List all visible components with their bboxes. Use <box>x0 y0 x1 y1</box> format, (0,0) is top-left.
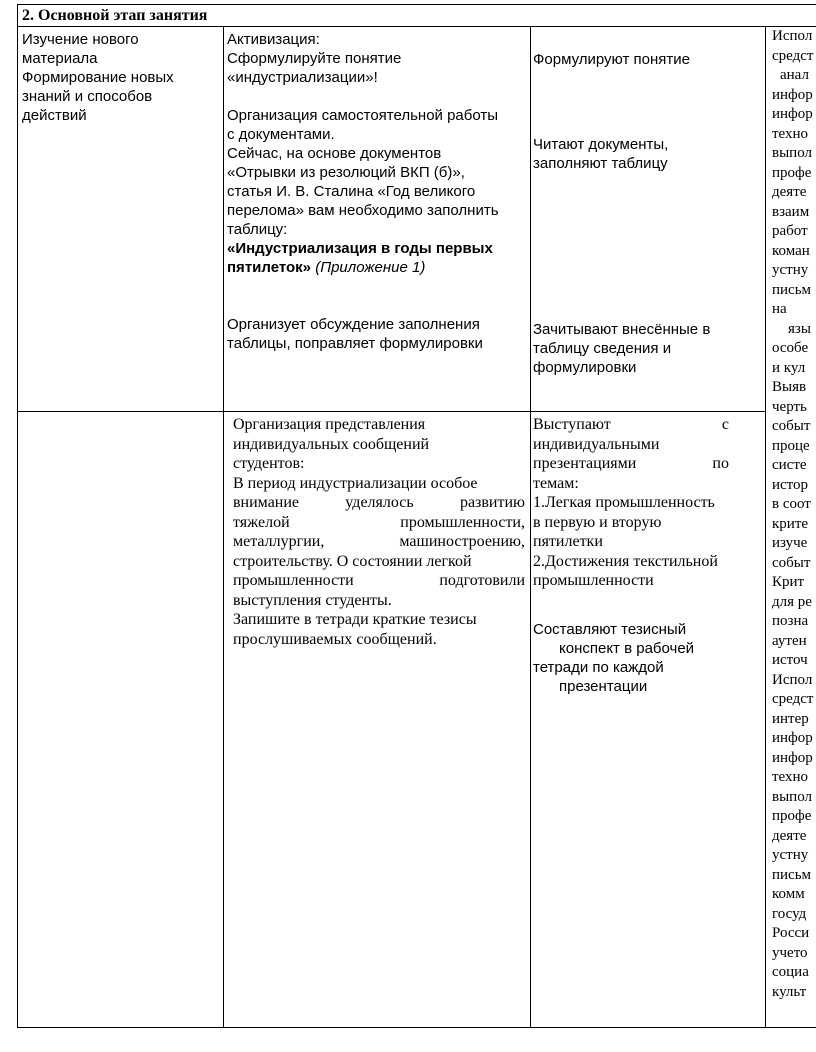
teacher-text: Сейчас, на основе документов <box>227 145 442 162</box>
table-border-left <box>17 4 18 1028</box>
teacher-text: внимание уделялось развитию <box>233 494 525 511</box>
stage-line: материала <box>22 50 98 67</box>
student-text: темам: <box>533 474 579 492</box>
competency-text-line: выпол <box>772 788 812 805</box>
teacher-text: В период индустриализации особое <box>233 474 478 492</box>
competency-text-line: проце <box>772 437 810 454</box>
competency-text-line: Выяв <box>772 379 807 395</box>
teacher-text: индивидуальных сообщений <box>233 435 430 453</box>
student-activity-cell <box>533 320 763 377</box>
competency-text-line: аутен <box>772 632 807 649</box>
competency-text-line: госуд <box>772 905 807 922</box>
competency-text-line: событ <box>772 418 811 434</box>
teacher-text: с документами. <box>227 126 335 143</box>
competency-text-line: устну <box>772 262 809 278</box>
stage-cell <box>22 30 174 125</box>
competency-text-line: выпол <box>772 145 812 161</box>
competency-text-line: черть <box>772 398 807 415</box>
teacher-text: Организует обсуждение заполнения <box>227 316 480 333</box>
teacher-text: тяжелой промышленности, <box>233 513 525 531</box>
teacher-text: таблицы, поправляет формулировки <box>227 335 483 352</box>
competency-text-line: систе <box>772 457 807 473</box>
competency-text-line: интер <box>772 710 809 727</box>
table-title-bold: пятилеток» <box>227 259 312 276</box>
student-text: презентациями по <box>533 455 729 472</box>
stage-line: знаний и способов <box>22 88 153 105</box>
student-text: заполняют таблицу <box>533 155 668 172</box>
competency-text-line: средст <box>772 691 814 707</box>
student-text: 1.Легкая промышленность <box>533 494 715 511</box>
row-divider <box>17 411 766 412</box>
teacher-activity-cell <box>233 415 525 649</box>
table-border-top <box>17 4 816 5</box>
competency-text-line: письм <box>772 281 812 298</box>
competency-text-line: истор <box>772 476 809 493</box>
competency-text-line: крите <box>772 515 809 532</box>
teacher-text: Организация самостоятельной работы <box>227 107 499 124</box>
competency-text-line: позна <box>772 613 809 629</box>
competency-text-line: Росси <box>772 925 810 941</box>
student-text: таблицу сведения и <box>533 340 672 357</box>
competency-text-line: средст <box>772 47 814 64</box>
competency-text-line: Испол <box>772 28 813 44</box>
teacher-text: статья И. В. Сталина «Год великого <box>227 183 476 200</box>
competency-text-line: язы <box>788 320 811 337</box>
student-text: в первую и вторую <box>533 513 662 531</box>
teacher-text: перелома» вам необходимо заполнить <box>227 202 499 219</box>
teacher-text: Организация представления <box>233 416 426 433</box>
student-text: 2.Достижения текстильной <box>533 552 718 570</box>
competency-text-line: источ <box>772 652 808 668</box>
column-divider-2 <box>530 26 531 1028</box>
teacher-text: Сформулируйте понятие <box>227 50 402 67</box>
competency-text-line: коман <box>772 242 810 259</box>
column-divider-1 <box>223 26 224 1028</box>
appendix-italic: (Приложение 1) <box>311 259 426 276</box>
section-title: 2. Основной этап занятия <box>22 7 208 24</box>
competency-text-line: деяте <box>772 184 807 200</box>
competency-text-line: анал <box>780 67 809 83</box>
student-text: Выступают с <box>533 416 729 433</box>
student-text: промышленности <box>533 572 654 589</box>
competency-text-line: Испол <box>772 671 813 688</box>
teacher-activity-cell <box>227 30 527 353</box>
student-text: Формулируют понятие <box>533 51 690 68</box>
competency-text-line: изуче <box>772 535 808 551</box>
stage-line: Изучение нового <box>22 31 139 48</box>
competencies-column <box>772 27 816 1027</box>
student-text: пятилетки <box>533 533 603 550</box>
competency-text-line: техно <box>772 125 809 142</box>
competency-text-line: взаим <box>772 203 810 220</box>
column-divider-3 <box>765 26 766 1028</box>
teacher-text: строительству. О состоянии легкой <box>233 552 472 570</box>
competency-text-line: культ <box>772 983 807 1000</box>
competency-text-line: профе <box>772 808 812 824</box>
competency-text-line: и кул <box>772 359 806 376</box>
competency-text-line: инфор <box>772 86 813 103</box>
competency-text-line: в соот <box>772 496 811 512</box>
table-border-bottom <box>17 1027 816 1028</box>
competency-text-line: техно <box>772 769 809 785</box>
student-text: Зачитывают внесённые в <box>533 321 711 338</box>
stage-line: Формирование новых <box>22 69 174 86</box>
competency-text-line: социа <box>772 964 809 980</box>
competency-text-line: инфор <box>772 730 813 746</box>
student-activity-cell <box>533 415 763 591</box>
competency-text-line: особе <box>772 340 809 356</box>
student-text: презентации <box>559 678 648 695</box>
student-activity-cell <box>533 135 763 173</box>
teacher-text: «индустриализации»! <box>227 69 378 86</box>
competency-text-line: профе <box>772 164 812 181</box>
activation-heading: Активизация: <box>227 31 320 48</box>
teacher-text: «Отрывки из резолюций ВКП (б)», <box>227 164 465 181</box>
student-text: тетради по каждой <box>533 659 664 676</box>
teacher-text: промышленности подготовили <box>233 572 525 589</box>
student-text: Читают документы, <box>533 136 669 153</box>
competency-text-line: инфор <box>772 106 813 122</box>
teacher-text: Запишите в тетради краткие тезисы <box>233 611 477 628</box>
student-text: индивидуальными <box>533 435 660 453</box>
competency-text-line: деяте <box>772 827 807 844</box>
appendix-reference <box>227 258 527 277</box>
competency-text-line: на <box>772 301 787 317</box>
teacher-text: таблицу: <box>227 221 288 238</box>
competency-text-line: Крит <box>772 574 805 590</box>
teacher-text: студентов: <box>233 455 305 472</box>
teacher-text: выступления студенты. <box>233 591 392 609</box>
student-text: Составляют тезисный <box>533 621 687 638</box>
student-text: конспект в рабочей <box>559 640 695 657</box>
student-activity-cell <box>533 620 763 696</box>
competency-text-line: работ <box>772 223 808 239</box>
competency-text-line: письм <box>772 866 812 883</box>
competency-text-line: инфор <box>772 749 813 766</box>
teacher-text: металлургии, машиностроению, <box>233 533 525 550</box>
competency-text-line: комм <box>772 886 805 902</box>
header-divider <box>17 26 816 27</box>
table-title-bold: «Индустриализация в годы первых <box>227 240 493 257</box>
teacher-text: прослушиваемых сообщений. <box>233 630 437 648</box>
student-text: формулировки <box>533 359 637 376</box>
competency-text-line: событ <box>772 554 811 571</box>
competency-text-line: учето <box>772 944 808 961</box>
student-activity-cell <box>533 50 763 69</box>
stage-line: действий <box>22 107 87 124</box>
competency-text-line: устну <box>772 847 809 863</box>
competency-text-line: для ре <box>772 593 812 610</box>
